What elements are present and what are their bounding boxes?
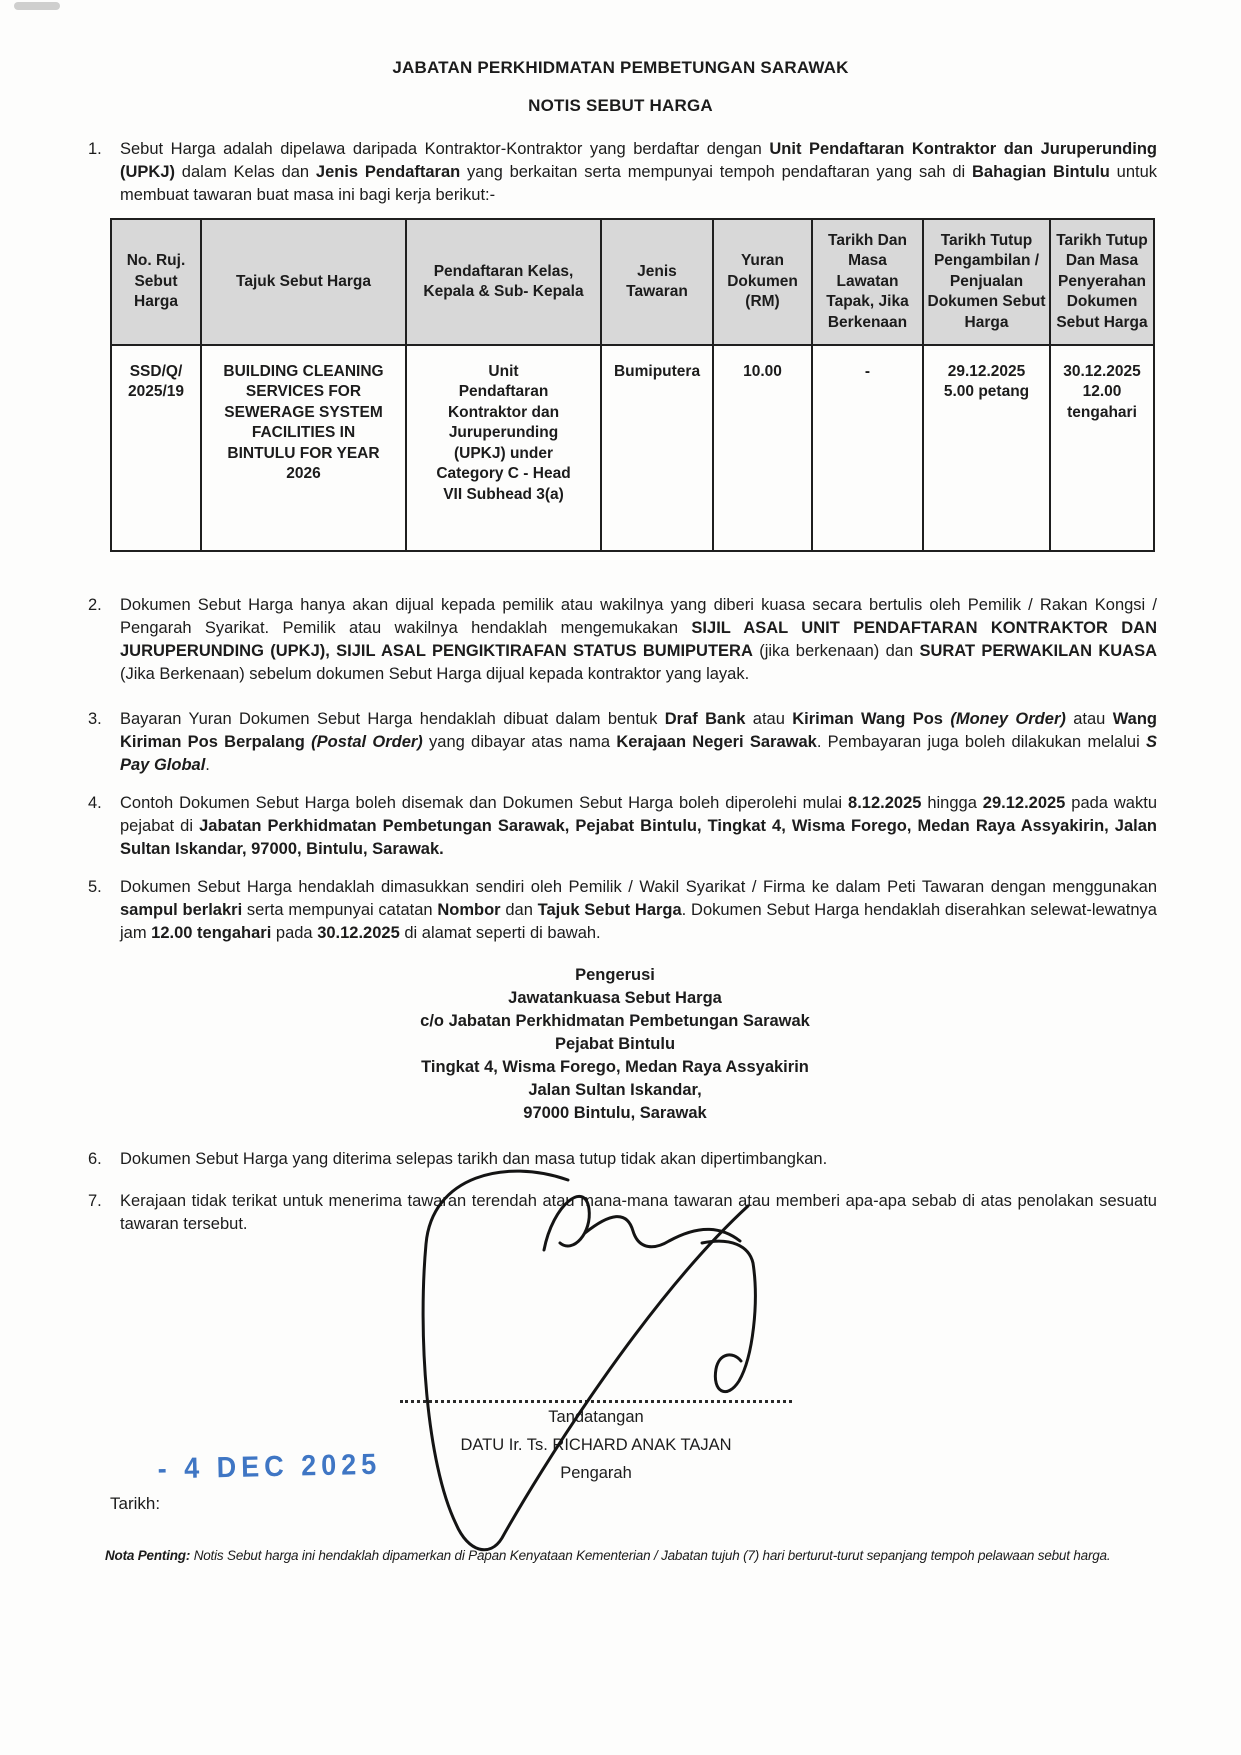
col-header-yuran: Yuran Dokumen (RM) bbox=[713, 219, 812, 345]
paragraph-number: 2. bbox=[88, 596, 102, 614]
paragraph-text: Sebut Harga adalah dipelawa daripada Kontraktor-Kontraktor yang berdaftar dengan Unit Pendaftaran Kontraktor dan Juruperunding (UPKJ) dalam Kelas dan Jenis Pendaftaran yang berkaitan serta mempunyai tempoh pendaftaran yang sah di Bahagian Bintulu untuk membuat tawaran buat masa ini bagi kerja berikut:- bbox=[120, 140, 1158, 204]
col-header-tutup-penyerahan: Tarikh Tutup Dan Masa Penyerahan Dokumen Sebut Harga bbox=[1050, 219, 1154, 345]
cell-lawatan: - bbox=[812, 345, 923, 551]
scan-artifact bbox=[14, 2, 60, 10]
cell-ref-no: SSD/Q/ 2025/19 bbox=[111, 345, 201, 551]
paragraph-7 bbox=[88, 1190, 1157, 1236]
cell-registration: Unit Pendaftaran Kontraktor dan Juruperunding (UPKJ) under Category C - Head VII Subhead 3(a) bbox=[406, 345, 601, 551]
col-header-tajuk: Tajuk Sebut Harga bbox=[201, 219, 406, 345]
paragraph-3 bbox=[88, 708, 1157, 777]
col-header-jenis: Jenis Tawaran bbox=[601, 219, 713, 345]
paragraph-text: Dokumen Sebut Harga yang diterima selepas tarikh dan masa tutup tidak akan dipertimbangkan. bbox=[120, 1150, 828, 1168]
cell-yuran: 10.00 bbox=[713, 345, 812, 551]
table-header-row bbox=[111, 219, 1154, 345]
paragraph-1 bbox=[88, 138, 1157, 207]
signature-line bbox=[400, 1380, 792, 1403]
paragraph-number: 4. bbox=[88, 794, 102, 812]
paragraph-text: Kerajaan tidak terikat untuk menerima tawaran terendah atau mana-mana tawaran atau memberi apa-apa sebab di atas penolakan sesuatu tawaran tersebut. bbox=[120, 1192, 1157, 1233]
paragraph-number: 6. bbox=[88, 1150, 102, 1168]
col-header-pendaftaran: Pendaftaran Kelas, Kepala & Sub- Kepala bbox=[406, 219, 601, 345]
page-title: JABATAN PERKHIDMATAN PEMBETUNGAN SARAWAK bbox=[392, 58, 849, 77]
table-row bbox=[111, 345, 1154, 551]
paragraph-number: 3. bbox=[88, 710, 102, 728]
cell-jenis-tawaran: Bumiputera bbox=[601, 345, 713, 551]
paragraph-number: 1. bbox=[88, 140, 102, 158]
cell-title: BUILDING CLEANING SERVICES FOR SEWERAGE SYSTEM FACILITIES IN BINTULU FOR YEAR 2026 bbox=[201, 345, 406, 551]
signature-caption: Tandatangan bbox=[548, 1408, 644, 1426]
submission-address: Pengerusi Jawatankuasa Sebut Harga c/o Jabatan Perkhidmatan Pembetungan Sarawak Pejabat Bintulu Tingkat 4, Wisma Forego, Medan Raya Assyakirin Jalan Sultan Iskandar, 97000 Bintulu, Sarawak bbox=[420, 966, 810, 1122]
important-note: Nota Penting: Notis Sebut harga ini hendaklah dipamerkan di Papan Kenyataan Kementerian / Jabatan tujuh (7) hari berturut-turut sepanjang tempoh pelawaan sebut harga. bbox=[105, 1548, 1111, 1563]
paragraph-number: 7. bbox=[88, 1192, 102, 1210]
paragraph-text: Contoh Dokumen Sebut Harga boleh disemak dan Dokumen Sebut Harga boleh diperolehi mulai 8.12.2025 hingga 29.12.2025 pada waktu pejabat di Jabatan Perkhidmatan Pembetungan Sarawak, Pejabat Bintulu, Tingkat 4, Wisma Forego, Medan Raya Assyakirin, Jalan Sultan Iskandar, 97000, Bintulu, Sarawak. bbox=[120, 794, 1157, 858]
paragraph-2 bbox=[88, 594, 1157, 686]
col-header-lawatan: Tarikh Dan Masa Lawatan Tapak, Jika Berkenaan bbox=[812, 219, 923, 345]
cell-tutup-penjualan: 29.12.2025 5.00 petang bbox=[923, 345, 1050, 551]
cell-tutup-penyerahan: 30.12.2025 12.00 tengahari bbox=[1050, 345, 1154, 551]
paragraph-text: Dokumen Sebut Harga hendaklah dimasukkan sendiri oleh Pemilik / Wakil Syarikat / Firma ke dalam Peti Tawaran dengan menggunakan sampul berlakri serta mempunyai catatan Nombor dan Tajuk Sebut Harga. Dokumen Sebut Harga hendaklah diserahkan selewat-lewatnya jam 12.00 tengahari pada 30.12.2025 di alamat seperti di bawah. bbox=[120, 878, 1157, 942]
col-header-no-ruj: No. Ruj. Sebut Harga bbox=[111, 219, 201, 345]
date-label: Tarikh: bbox=[110, 1494, 161, 1513]
paragraph-text: Dokumen Sebut Harga hanya akan dijual kepada pemilik atau wakilnya yang diberi kuasa secara bertulis oleh Pemilik / Rakan Kongsi / Pengarah Syarikat. Pemilik atau wakilnya hendaklah mengemukakan SIJIL ASAL UNIT PENDAFTARAN KONTRAKTOR DAN JURUPERUNDING (UPKJ), SIJIL ASAL PENGIKTIRAFAN STATUS BUMIPUTERA (jika berkenaan) dan SURAT PERWAKILAN KUASA (Jika Berkenaan) sebelum dokumen Sebut Harga dijual kepada kontraktor yang layak. bbox=[120, 596, 1158, 683]
page-subtitle: NOTIS SEBUT HARGA bbox=[528, 96, 713, 115]
col-header-tutup-penjualan: Tarikh Tutup Pengambilan / Penjualan Dokumen Sebut Harga bbox=[923, 219, 1050, 345]
paragraph-5 bbox=[88, 876, 1157, 945]
paragraph-text: Bayaran Yuran Dokumen Sebut Harga hendaklah dibuat dalam bentuk Draf Bank atau Kiriman Wang Pos (Money Order) atau Wang Kiriman Pos Berpalang (Postal Order) yang dibayar atas nama Kerajaan Negeri Sarawak. Pembayaran juga boleh dilakukan melalui S Pay Global. bbox=[120, 710, 1157, 774]
paragraph-number: 5. bbox=[88, 878, 102, 896]
paragraph-4 bbox=[88, 792, 1157, 861]
paragraph-6 bbox=[88, 1148, 1157, 1171]
signatory-name: DATU Ir. Ts. RICHARD ANAK TAJAN bbox=[460, 1436, 732, 1454]
signatory-role: Pengarah bbox=[560, 1464, 632, 1482]
quotation-table bbox=[110, 218, 1155, 552]
date-stamp: - 4 DEC 2025 bbox=[157, 1447, 382, 1485]
